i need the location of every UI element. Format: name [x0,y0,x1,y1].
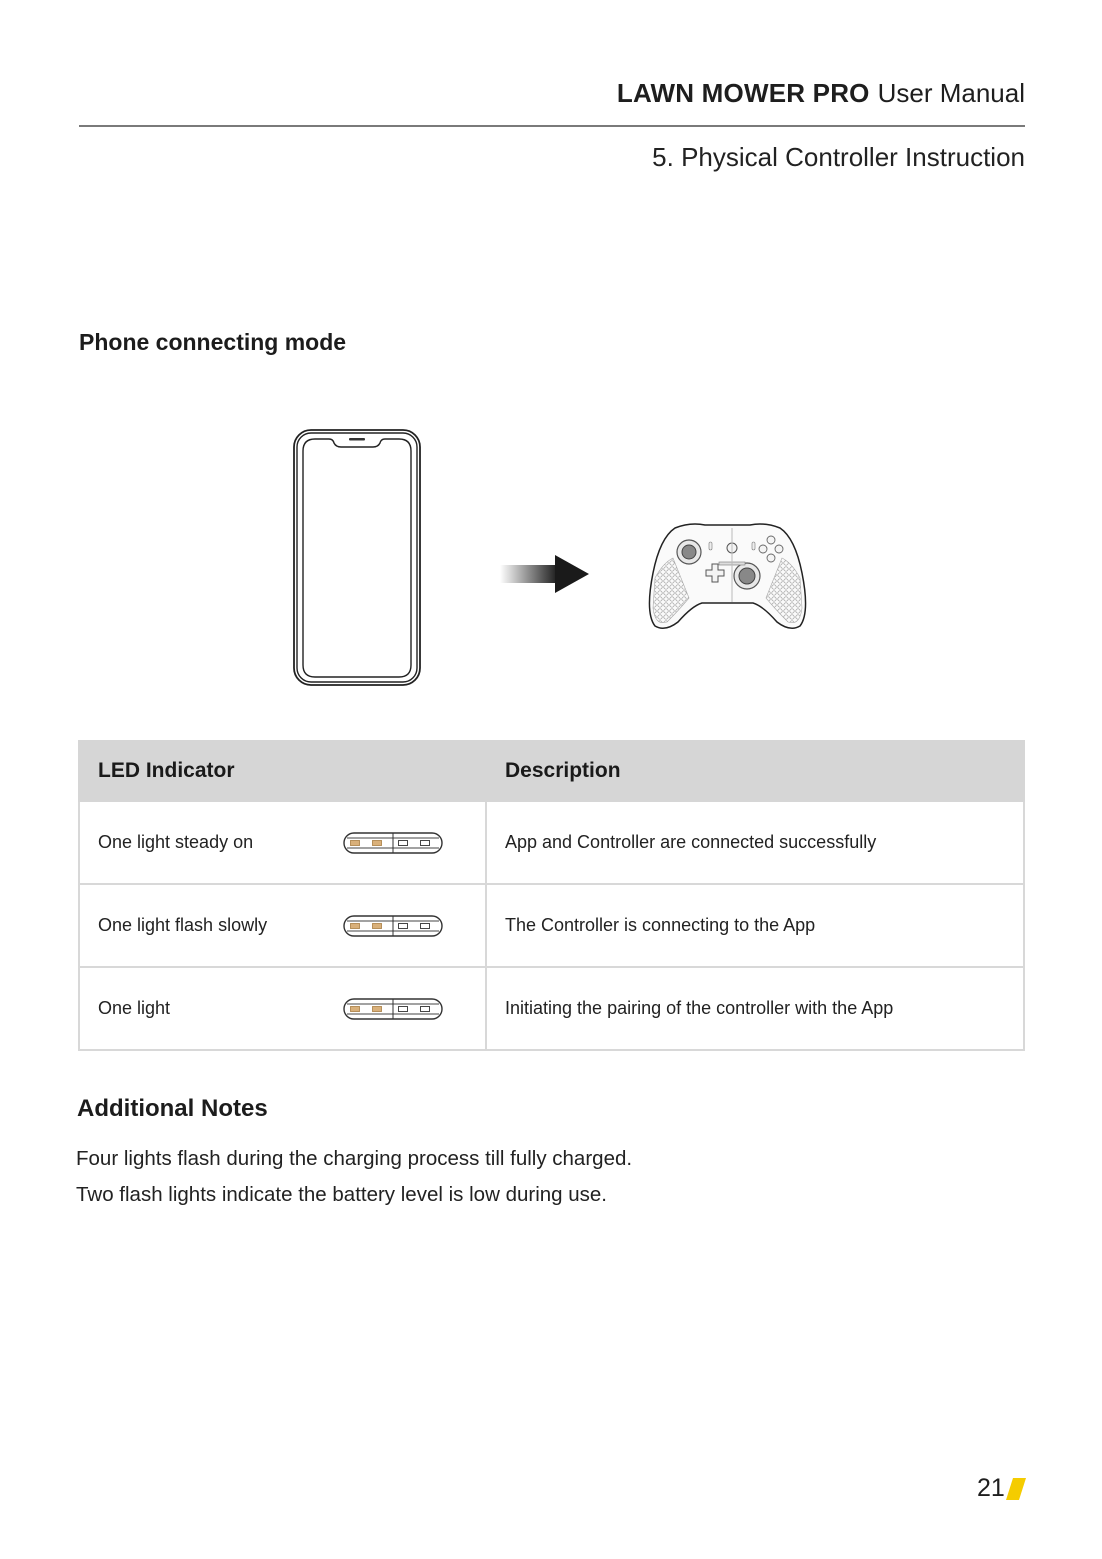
indicator-label: One light steady on [98,832,254,852]
led-light-on [351,840,360,845]
document-subtitle: User Manual [877,78,1025,108]
description-cell: The Controller is connecting to the App [486,884,1024,967]
description-cell: Initiating the pairing of the controller with the App [486,967,1024,1050]
led-light-off [399,923,408,928]
header-divider [79,125,1025,127]
column-header-description: Description [486,741,1024,801]
arrow-right-icon [500,553,592,595]
indicator-label: One light flash slowly [98,915,268,935]
led-light-on [373,923,382,928]
table-row [79,967,1024,1050]
document-title [617,78,1025,109]
page-accent-mark [1006,1478,1028,1500]
indicator-cell [79,801,486,884]
led-light-bar-icon [343,831,443,855]
brand-name: LAWN MOWER PRO [616,78,870,108]
mode-heading: Phone connecting mode [79,329,347,355]
led-light-off [399,1006,408,1011]
led-indicator-table [78,740,1025,1051]
note-line: Two flash lights indicate the battery level is low during use. [76,1183,607,1206]
led-light-on [351,923,360,928]
notes-heading: Additional Notes [77,1095,268,1122]
column-header-led-indicator: LED Indicator [79,741,486,801]
description-cell: App and Controller are connected successfully [486,801,1024,884]
phone-icon [293,429,421,686]
section-title: 5. Physical Controller Instruction [652,142,1025,172]
led-light-off [421,923,430,928]
note-line: Four lights flash during the charging process till fully charged. [76,1147,633,1170]
led-light-off [421,840,430,845]
indicator-cell [79,967,486,1050]
led-light-on [351,1006,360,1011]
page-number: 21 [977,1474,1005,1502]
table-header-row [79,741,1024,801]
led-light-on [373,1006,382,1011]
led-light-on [373,840,382,845]
led-light-off [421,1006,430,1011]
table-row [79,801,1024,884]
led-light-off [399,840,408,845]
game-controller-icon [645,518,810,633]
led-light-bar-icon [343,914,443,938]
led-light-bar-icon [343,997,443,1021]
indicator-label: One light [98,998,171,1018]
indicator-cell [79,884,486,967]
table-row [79,884,1024,967]
